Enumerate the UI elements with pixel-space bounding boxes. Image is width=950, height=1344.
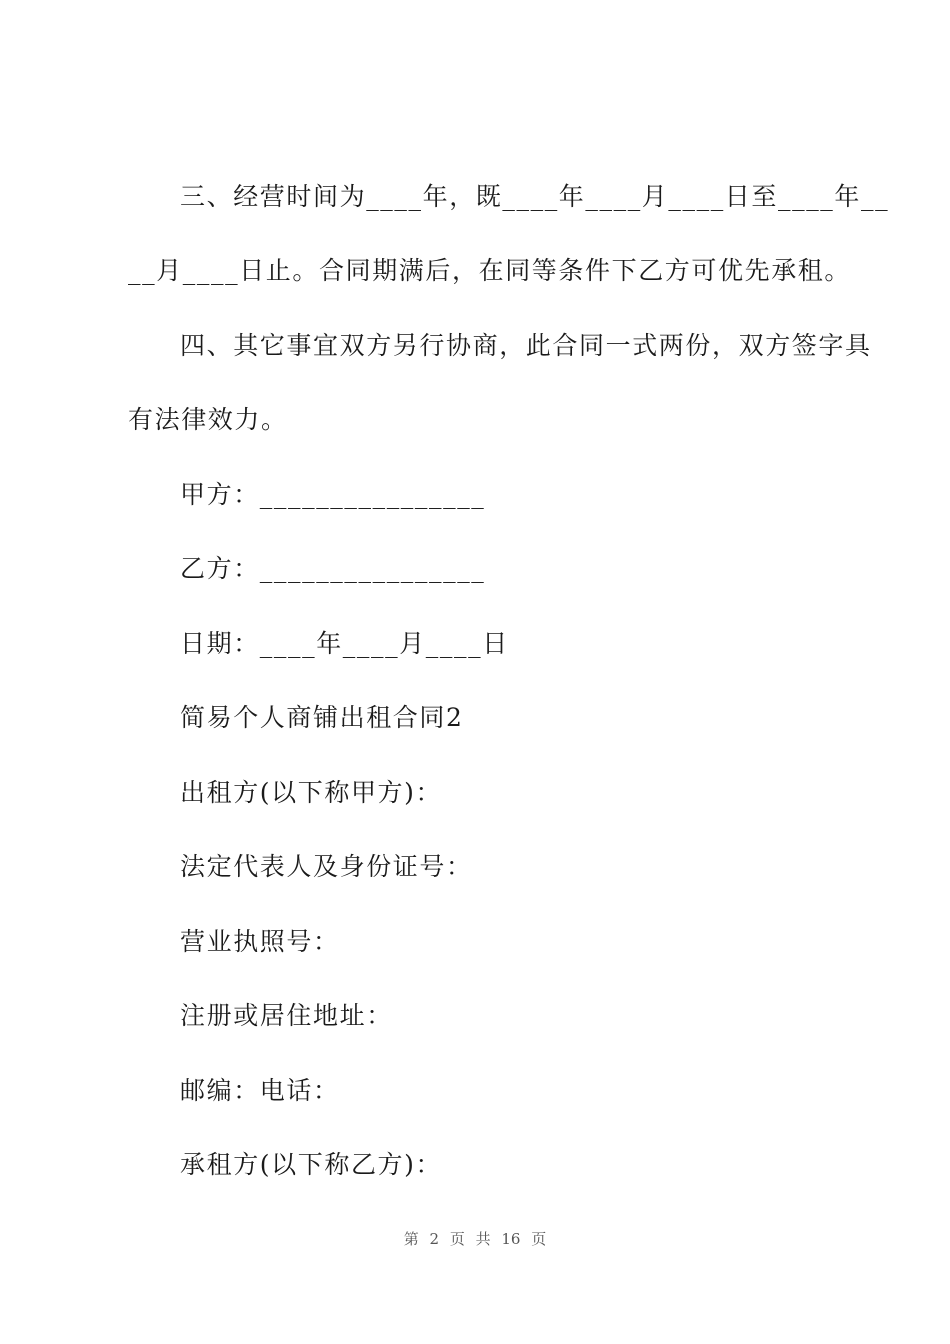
paragraph-3-line-1: 三、经营时间为____年，既____年____月____日至____年__ [180,182,890,211]
party-b-signature-line: 乙方：________________ [180,554,486,583]
lessee-line: 承租方(以下称乙方)： [180,1150,443,1179]
business-license-line: 营业执照号： [180,927,340,956]
lessor-line: 出租方(以下称甲方)： [180,778,443,807]
page-number-footer: 第 2 页 共 16 页 [403,1230,547,1248]
party-a-signature-line: 甲方：________________ [180,480,486,509]
legal-representative-line: 法定代表人及身份证号： [180,852,473,881]
date-line: 日期：____年____月____日 [180,629,509,658]
postcode-phone-line: 邮编：电话： [180,1076,340,1105]
contract-2-title: 简易个人商铺出租合同2 [180,703,464,732]
paragraph-4-line-2: 有法律效力。 [128,405,288,434]
paragraph-4-line-1: 四、其它事宜双方另行协商，此合同一式两份，双方签字具 [180,331,872,360]
address-line: 注册或居住地址： [180,1001,393,1030]
paragraph-3-line-2: __月____日止。合同期满后，在同等条件下乙方可优先承租。 [128,256,852,285]
